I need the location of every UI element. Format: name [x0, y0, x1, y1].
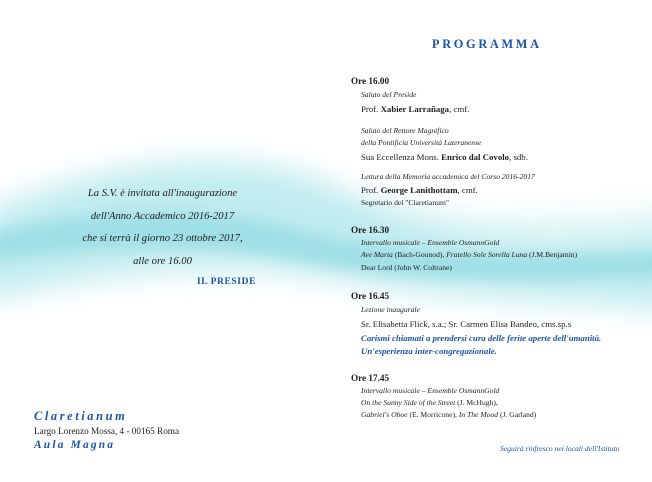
venue-hall: Aula Magna	[34, 439, 116, 451]
music-piece: Dear Lord (John W. Coltrane)	[361, 263, 452, 272]
speaker-name: Enrico dal Covolo	[441, 152, 510, 162]
music-pieces	[361, 250, 577, 259]
piece-title: Gabriel's Oboe	[361, 410, 408, 419]
program-item-title: Saluto del Rettore Magnifico	[361, 126, 449, 135]
venue-name: Claretianum	[34, 409, 128, 423]
venue-address: Largo Lorenzo Mossa, 4 - 00165 Roma	[34, 426, 180, 436]
hour-label: Ore 16.00	[351, 76, 390, 86]
piece-author: (E. Morricone),	[407, 410, 459, 419]
piece-title: On the Sunny Side of the Street	[361, 398, 456, 407]
piece-author: (J.M.Benjamin)	[527, 250, 578, 259]
piece-title: In The Mood	[458, 410, 499, 419]
speaker-suffix: , sdb.	[509, 152, 528, 162]
piece-author: (J. Garland)	[498, 410, 537, 419]
program-item-title: Saluto del Preside	[361, 90, 417, 99]
speaker-name: Xabier Larrañaga	[380, 104, 450, 114]
piece-title: Fratello Sole Sorella Luna	[446, 250, 528, 259]
invitation-text	[60, 183, 265, 273]
speaker-prefix: Prof.	[361, 185, 379, 195]
speaker-suffix: , cmf.	[457, 185, 478, 195]
hour-label: Ore 17.45	[351, 373, 390, 383]
program-speaker	[361, 104, 469, 114]
music-piece	[361, 398, 498, 407]
lecture-title: Un'esperienza inter-congregazionale.	[361, 346, 497, 356]
program-item-title: Lettura della Memoria accademica del Corso 2016-2017	[361, 172, 535, 181]
speaker-prefix: Sua Eccellenza Mons.	[361, 152, 439, 162]
program-speaker: Sr. Elisabetta Flick, s.a.; Sr. Carmen Elisa Bandeo, cms.sp.s	[361, 319, 572, 329]
program-item-title: Intervallo musicale – Ensemble OsmannGold	[361, 238, 500, 247]
speaker-suffix: , cmf.	[449, 104, 470, 114]
program-speaker	[361, 185, 478, 195]
invitation-line: alle ore 16.00	[133, 255, 192, 267]
invitation-line: che si terrà il giorno 23 ottobre 2017,	[82, 233, 243, 244]
speaker-prefix: Prof.	[361, 104, 379, 114]
hour-label: Ore 16.30	[351, 225, 390, 235]
speaker-name: George Lanithottam	[380, 185, 458, 195]
lecture-title: Carismi chiamati a prendersi cura delle ferite aperte dell'umanità.	[361, 333, 602, 343]
invitation-line: La S.V. è invitata all'inaugurazione	[87, 188, 238, 199]
music-pieces	[361, 410, 536, 419]
program-item-title: Intervallo musicale – Ensemble OsmannGold	[361, 386, 500, 395]
speaker-role: Segretario del "Claretianum"	[361, 198, 450, 207]
program-item-title: Lezione inaugurale	[361, 305, 420, 314]
programma-title: PROGRAMMA	[432, 37, 542, 51]
piece-author: (J. McHugh),	[455, 398, 498, 407]
program-speaker	[361, 152, 528, 162]
piece-title: Ave Maria	[361, 250, 393, 259]
invitation-line: dell'Anno Accademico 2016-2017	[90, 210, 235, 222]
footer-note: Seguirà rinfresco nei locali dell'Istituto	[500, 444, 620, 453]
piece-author: (Bach-Gounod),	[392, 250, 447, 259]
program-item-title: della Pontificia Università Lateranense	[361, 138, 482, 147]
hour-label: Ore 16.45	[351, 291, 390, 301]
signature-il-preside: IL PRESIDE	[196, 277, 256, 287]
